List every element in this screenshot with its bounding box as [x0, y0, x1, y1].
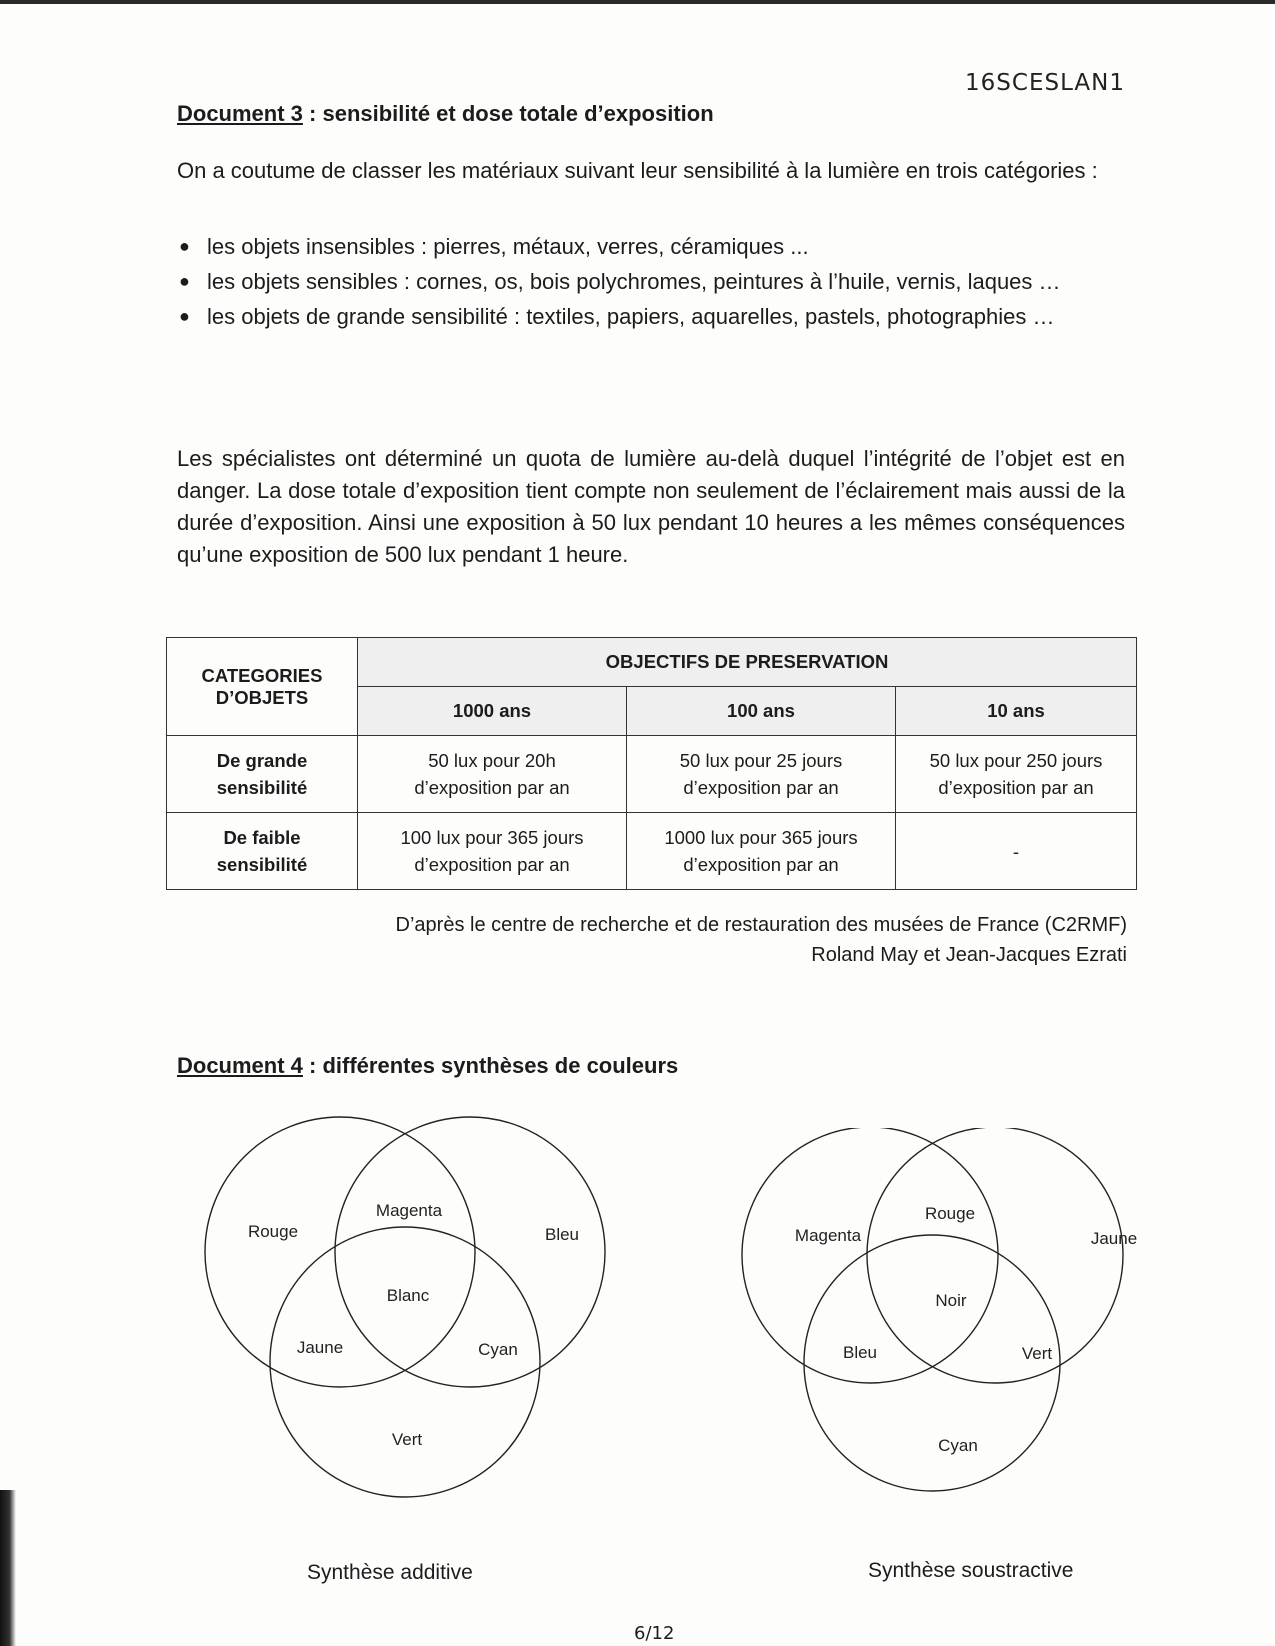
bullet-icon: ● — [179, 236, 190, 256]
label-left-overlap: Bleu — [842, 1343, 878, 1362]
label-left-overlap: Jaune — [296, 1338, 344, 1357]
source-credit — [396, 910, 1127, 970]
duration-header: 1000 ans — [358, 687, 627, 736]
cell-line: 50 lux pour 250 jours — [929, 750, 1103, 771]
bullet-icon: ● — [179, 271, 190, 291]
label-right-overlap: Cyan — [478, 1340, 518, 1359]
sensitivity-list — [177, 232, 1125, 337]
cell-line: d’exposition par an — [683, 854, 839, 875]
label-left: Rouge — [247, 1222, 299, 1241]
label-top-overlap: Magenta — [375, 1201, 443, 1220]
cell-line: 100 lux pour 365 jours — [400, 827, 584, 848]
list-item — [177, 267, 1125, 296]
cell-line: d’exposition par an — [414, 777, 570, 798]
subtractive-caption: Synthèse soustractive — [868, 1559, 1074, 1582]
subtractive-venn-diagram — [730, 1128, 1190, 1538]
list-item-text: les objets de grande sensibilité : textiles, papiers, aquarelles, pastels, photographies … — [207, 304, 1055, 329]
label-bottom: Cyan — [938, 1436, 978, 1455]
label-center: Blanc — [386, 1286, 430, 1305]
cell-line: 50 lux pour 20h — [428, 750, 556, 771]
green-circle — [270, 1227, 540, 1497]
category-header — [167, 638, 358, 736]
table-cell — [358, 736, 627, 813]
duration-header: 100 ans — [627, 687, 896, 736]
row-header-line: sensibilité — [216, 854, 308, 875]
row-header-line: sensibilité — [216, 777, 308, 798]
document3-heading-label: Document 3 — [177, 101, 303, 126]
cell-line: d’exposition par an — [414, 854, 570, 875]
scan-shadow — [0, 1490, 16, 1646]
table-row — [167, 813, 1137, 890]
row-header — [167, 736, 358, 813]
page-top-edge — [0, 0, 1275, 4]
cell-line: 1000 lux pour 365 jours — [664, 827, 858, 848]
document4-heading-title: : différentes synthèses de couleurs — [302, 1053, 679, 1078]
page-code: 16SCESLAN1 — [965, 70, 1125, 96]
cell-line: d’exposition par an — [938, 777, 1094, 798]
label-right: Bleu — [544, 1225, 580, 1244]
bullet-icon: ● — [179, 306, 190, 326]
yellow-circle — [867, 1128, 1123, 1383]
duration-header: 10 ans — [896, 687, 1137, 736]
credit-line: Roland May et Jean-Jacques Ezrati — [811, 944, 1127, 966]
table-cell — [896, 813, 1137, 890]
table-cell — [896, 736, 1137, 813]
table-cell — [627, 736, 896, 813]
objectives-header: OBJECTIFS DE PRESERVATION — [358, 638, 1137, 687]
document3-heading — [177, 101, 714, 127]
label-right: Jaune — [1090, 1229, 1138, 1248]
category-header-line: CATEGORIES — [201, 664, 323, 686]
document3-intro: On a coutume de classer les matériaux suivant leur sensibilité à la lumière en trois catégories : — [177, 158, 1098, 183]
page-number: 6/12 — [634, 1623, 675, 1644]
list-item — [177, 232, 1125, 261]
label-left: Magenta — [794, 1226, 862, 1245]
table-cell — [358, 813, 627, 890]
label-top-overlap: Rouge — [924, 1204, 976, 1223]
label-right-overlap: Vert — [1021, 1344, 1053, 1363]
table-row — [167, 736, 1137, 813]
cell-line: 50 lux pour 25 jours — [679, 750, 843, 771]
row-header-line: De faible — [223, 827, 301, 848]
category-header-line: D’OBJETS — [215, 686, 309, 708]
list-item-text: les objets sensibles : cornes, os, bois polychromes, peintures à l’huile, vernis, laques … — [207, 269, 1061, 294]
document4-heading — [177, 1053, 678, 1079]
row-header — [167, 813, 358, 890]
document3-heading-title: : sensibilité et dose totale d’exposition — [302, 101, 714, 126]
document4-heading-label: Document 4 — [177, 1053, 303, 1078]
blue-circle — [335, 1117, 605, 1387]
document3-paragraph: Les spécialistes ont déterminé un quota de lumière au-delà duquel l’intégrité de l’objet est en danger. La dose totale d’exposition tient compte non seulement de l’éclairement mais aussi de la durée d’exposition. Ainsi une exposition à 50 lux pendant 10 heures a les mêmes conséquences qu’une exposition de 500 lux pendant 1 heure. — [177, 446, 1125, 567]
additive-caption: Synthèse additive — [307, 1561, 473, 1584]
credit-line: D’après le centre de recherche et de restauration des musées de France (C2RMF) — [395, 914, 1127, 936]
label-bottom: Vert — [391, 1430, 423, 1449]
list-item-text: les objets insensibles : pierres, métaux, verres, céramiques ... — [207, 234, 809, 259]
cyan-circle — [804, 1235, 1060, 1491]
cell-line: d’exposition par an — [683, 777, 839, 798]
preservation-table — [166, 637, 1137, 890]
cell-line: - — [1012, 840, 1020, 862]
label-center: Noir — [935, 1291, 967, 1310]
additive-venn-diagram — [190, 1115, 650, 1535]
table-cell — [627, 813, 896, 890]
list-item — [177, 302, 1125, 331]
row-header-line: De grande — [216, 750, 308, 771]
